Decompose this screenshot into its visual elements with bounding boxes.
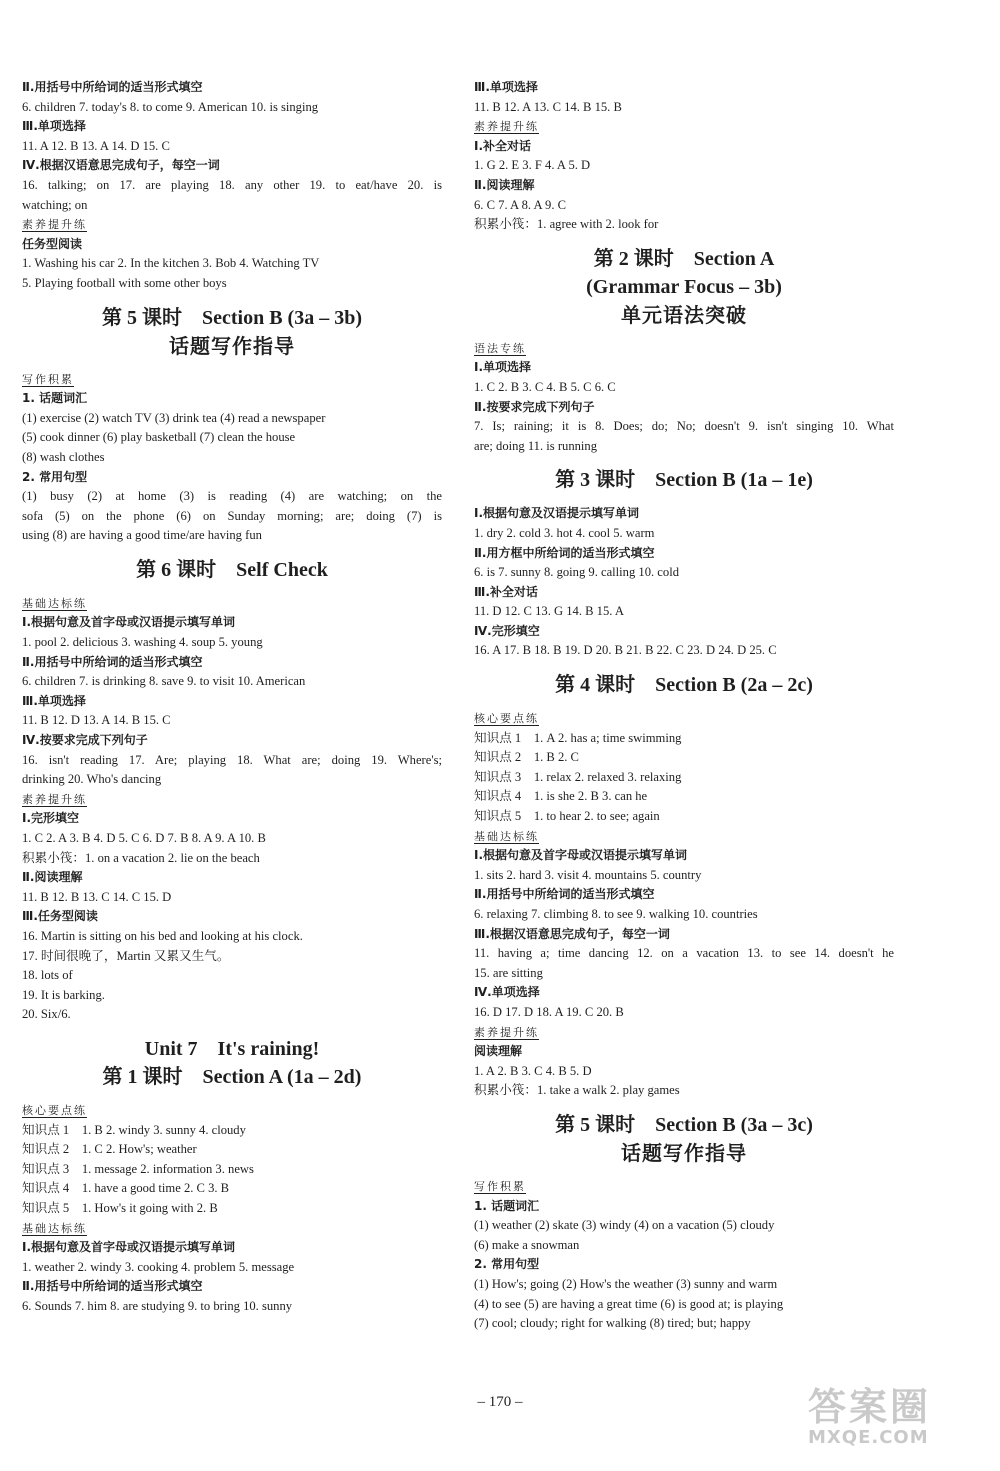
- answer-line: 19. It is barking.: [22, 987, 105, 1002]
- section-title: 话题写作指导: [621, 1140, 747, 1165]
- answer-line: 17. 时间很晚了，Martin 又累又生气。: [22, 948, 230, 963]
- answer-line: 11. B 12. D 13. A 14. B 15. C: [22, 713, 171, 728]
- answer-line: (7) cool; cloudy; right for walking (8) tired; but; happy: [474, 1316, 751, 1331]
- answer-line: 积累小筏：1. on a vacation 2. lie on the beach: [22, 850, 260, 865]
- practice-label: 基础达标练: [474, 829, 539, 843]
- answer-line: 1. A 2. B 3. C 4. B 5. D: [474, 1063, 592, 1078]
- section-title: 第 3 课时 Section B (1a – 1e): [555, 469, 813, 492]
- answer-line: (4) to see (5) are having a great time (6) is good at; is playing: [474, 1296, 784, 1311]
- answer-line: 6. children 7. today's 8. to come 9. American 10. is singing: [22, 99, 319, 114]
- answer-line: (8) wash clothes: [22, 449, 105, 464]
- watermark-url: MXQE.COM: [808, 1427, 929, 1448]
- exercise-heading: Ⅰ.根据句意及汉语提示填写单词: [474, 506, 640, 521]
- answer-line: 11. A 12. B 13. A 14. D 15. C: [22, 138, 170, 153]
- answer-line: drinking 20. Who's dancing: [22, 772, 162, 787]
- answer-line: 6. C 7. A 8. A 9. C: [474, 197, 567, 212]
- sub-heading: 2. 常用句型: [22, 469, 88, 484]
- answer-line: 知识点 1 1. A 2. has a; time swimming: [474, 730, 682, 745]
- answer-line: (1) exercise (2) watch TV (3) drink tea (4) read a newspaper: [22, 410, 326, 425]
- exercise-heading: Ⅰ.补全对话: [474, 138, 532, 153]
- answer-line: 知识点 3 1. message 2. information 3. news: [22, 1161, 254, 1176]
- section-title: 第 4 课时 Section B (2a – 2c): [555, 674, 813, 697]
- answer-line: 知识点 2 1. B 2. C: [474, 750, 579, 765]
- exercise-heading: Ⅳ.单项选择: [474, 985, 540, 1000]
- exercise-heading: Ⅱ.用括号中所给词的适当形式填空: [22, 1279, 203, 1294]
- section-title: Unit 7 It's raining!: [144, 1037, 320, 1060]
- answer-line: using (8) are having a good time/are having fun: [22, 528, 262, 543]
- practice-label: 素养提升练: [22, 218, 87, 232]
- answer-line: 6. children 7. is drinking 8. save 9. to visit 10. American: [22, 674, 306, 689]
- answer-line: 5. Playing football with some other boys: [22, 275, 227, 290]
- left-column: [22, 78, 442, 1316]
- section-title: 第 1 课时 Section A (1a – 2d): [102, 1065, 362, 1088]
- exercise-heading: 任务型阅读: [22, 236, 83, 251]
- exercise-heading: Ⅱ.阅读理解: [22, 870, 83, 885]
- answer-line: 知识点 4 1. is she 2. B 3. can he: [474, 789, 648, 804]
- answer-line: (5) cook dinner (6) play basketball (7) clean the house: [22, 430, 296, 445]
- answer-line: 知识点 1 1. B 2. windy 3. sunny 4. cloudy: [22, 1122, 246, 1137]
- practice-label: 基础达标练: [22, 1221, 87, 1235]
- exercise-heading: Ⅰ.根据句意及首字母或汉语提示填写单词: [22, 615, 236, 630]
- answer-line: 1. weather 2. windy 3. cooking 4. problem 5. message: [22, 1259, 295, 1274]
- exercise-heading: Ⅲ.单项选择: [22, 119, 86, 134]
- sub-heading: 1. 话题词汇: [474, 1198, 540, 1213]
- answer-line: watching; on: [22, 197, 88, 212]
- exercise-heading: Ⅳ.完形填空: [474, 623, 540, 638]
- answer-line: 6. is 7. sunny 8. going 9. calling 10. cold: [474, 565, 679, 580]
- page-number: – 170 –: [477, 1394, 523, 1410]
- exercise-heading: Ⅱ.用括号中所给词的适当形式填空: [22, 80, 203, 94]
- practice-label: 写作积累: [474, 1179, 526, 1193]
- practice-label: 基础达标练: [22, 596, 87, 610]
- section-title: 单元语法突破: [621, 302, 747, 327]
- practice-label: 写作积累: [22, 372, 74, 386]
- answer-line: 1. C 2. A 3. B 4. D 5. C 6. D 7. B 8. A 9. A 10. B: [22, 831, 266, 845]
- exercise-heading: Ⅱ.用括号中所给词的适当形式填空: [22, 654, 203, 669]
- section-title: 第 5 课时 Section B (3a – 3c): [555, 1113, 813, 1136]
- section-title: 第 2 课时 Section A: [593, 247, 775, 270]
- exercise-heading: Ⅱ.用方框中所给词的适当形式填空: [474, 545, 655, 560]
- practice-label: 语法专练: [474, 341, 526, 355]
- sub-heading: 2. 常用句型: [474, 1257, 540, 1272]
- section-title: (Grammar Focus – 3b): [586, 275, 782, 298]
- practice-label: 素养提升练: [22, 792, 87, 806]
- answer-line: 积累小筏：1. agree with 2. look for: [474, 217, 659, 232]
- answer-line: 知识点 3 1. relax 2. relaxed 3. relaxing: [474, 769, 682, 784]
- exercise-heading: 阅读理解: [474, 1044, 523, 1059]
- answer-line: 16. talking; on 17. are playing 18. any other 19. to eat/have 20. is: [22, 177, 442, 192]
- answer-line: 11. D 12. C 13. G 14. B 15. A: [474, 604, 624, 619]
- section-title: 第 6 课时 Self Check: [136, 558, 328, 581]
- sub-heading: 1. 话题词汇: [22, 391, 88, 406]
- watermark-text: 答案圈: [808, 1385, 932, 1429]
- exercise-heading: Ⅱ.用括号中所给词的适当形式填空: [474, 887, 655, 902]
- exercise-heading: Ⅱ.阅读理解: [474, 177, 535, 192]
- answer-line: 11. B 12. B 13. C 14. C 15. D: [22, 889, 172, 904]
- answer-line: (1) busy (2) at home (3) is reading (4) are watching; on the: [22, 489, 442, 504]
- answer-line: 6. relaxing 7. climbing 8. to see 9. walking 10. countries: [474, 907, 758, 921]
- answer-line: (6) make a snowman: [474, 1237, 580, 1252]
- answer-line: 1. C 2. B 3. C 4. B 5. C 6. C: [474, 379, 616, 394]
- exercise-heading: Ⅲ.单项选择: [22, 693, 86, 708]
- practice-label: 核心要点练: [22, 1103, 87, 1117]
- answer-line: 知识点 2 1. C 2. How's; weather: [22, 1142, 197, 1157]
- exercise-heading: Ⅲ.补全对话: [474, 584, 538, 599]
- answer-line: 7. Is; raining; it is 8. Does; do; No; doesn't 9. isn't singing 10. What: [474, 419, 894, 434]
- answer-line: 1. dry 2. cold 3. hot 4. cool 5. warm: [474, 525, 655, 540]
- answer-line: 15. are sitting: [474, 965, 543, 980]
- right-column: [474, 78, 894, 1334]
- answer-line: 知识点 5 1. How's it going with 2. B: [22, 1200, 218, 1215]
- watermark-logo: [808, 1376, 988, 1466]
- answer-line: are; doing 11. is running: [474, 438, 598, 453]
- answer-line: 11. B 12. A 13. C 14. B 15. B: [474, 99, 622, 114]
- answer-line: 16. isn't reading 17. Are; playing 18. What are; doing 19. Where's;: [22, 752, 442, 767]
- exercise-heading: Ⅰ.单项选择: [474, 360, 532, 375]
- exercise-heading: Ⅲ.单项选择: [474, 80, 538, 94]
- exercise-heading: Ⅳ.按要求完成下列句子: [22, 733, 148, 748]
- exercise-heading: Ⅳ.根据汉语意思完成句子，每空一词: [22, 158, 220, 173]
- answer-line: 知识点 5 1. to hear 2. to see; again: [474, 809, 660, 824]
- answer-line: 1. G 2. E 3. F 4. A 5. D: [474, 158, 591, 173]
- exercise-heading: Ⅰ.根据句意及首字母或汉语提示填写单词: [22, 1240, 236, 1255]
- answer-line: 1. pool 2. delicious 3. washing 4. soup 5. young: [22, 635, 263, 650]
- answer-line: 1. sits 2. hard 3. visit 4. mountains 5. country: [474, 867, 702, 882]
- answer-line: 16. A 17. B 18. B 19. D 20. B 21. B 22. C 23. D 24. D 25. C: [474, 643, 777, 658]
- practice-label: 素养提升练: [474, 120, 539, 134]
- answer-line: (1) How's; going (2) How's the weather (3) sunny and warm: [474, 1276, 778, 1291]
- section-title: 第 5 课时 Section B (3a – 3b): [102, 306, 362, 329]
- answer-line: 知识点 4 1. have a good time 2. C 3. B: [22, 1181, 230, 1196]
- answer-line: 1. Washing his car 2. In the kitchen 3. Bob 4. Watching TV: [22, 256, 320, 271]
- answer-line: 11. having a; time dancing 12. on a vacation 13. to see 14. doesn't he: [474, 946, 894, 961]
- exercise-heading: Ⅲ.任务型阅读: [22, 909, 98, 924]
- exercise-heading: Ⅰ.根据句意及首字母或汉语提示填写单词: [474, 848, 688, 863]
- practice-label: 核心要点练: [474, 712, 539, 726]
- exercise-heading: Ⅱ.按要求完成下列句子: [474, 399, 595, 414]
- answer-line: 16. D 17. D 18. A 19. C 20. B: [474, 1004, 624, 1019]
- answer-line: 16. Martin is sitting on his bed and looking at his clock.: [22, 928, 303, 943]
- section-title: 话题写作指导: [169, 333, 295, 358]
- answer-line: 20. Six/6.: [22, 1007, 71, 1022]
- practice-label: 素养提升练: [474, 1025, 539, 1039]
- exercise-heading: Ⅲ.根据汉语意思完成句子，每空一词: [474, 926, 670, 941]
- answer-line: 6. Sounds 7. him 8. are studying 9. to bring 10. sunny: [22, 1298, 293, 1313]
- answer-line: 积累小筏：1. take a walk 2. play games: [474, 1083, 680, 1098]
- answer-line: (1) weather (2) skate (3) windy (4) on a vacation (5) cloudy: [474, 1218, 775, 1233]
- answer-line: sofa (5) on the phone (6) on Sunday morning; are; doing (7) is: [22, 508, 442, 523]
- answer-line: 18. lots of: [22, 968, 73, 983]
- exercise-heading: Ⅰ.完形填空: [22, 811, 80, 826]
